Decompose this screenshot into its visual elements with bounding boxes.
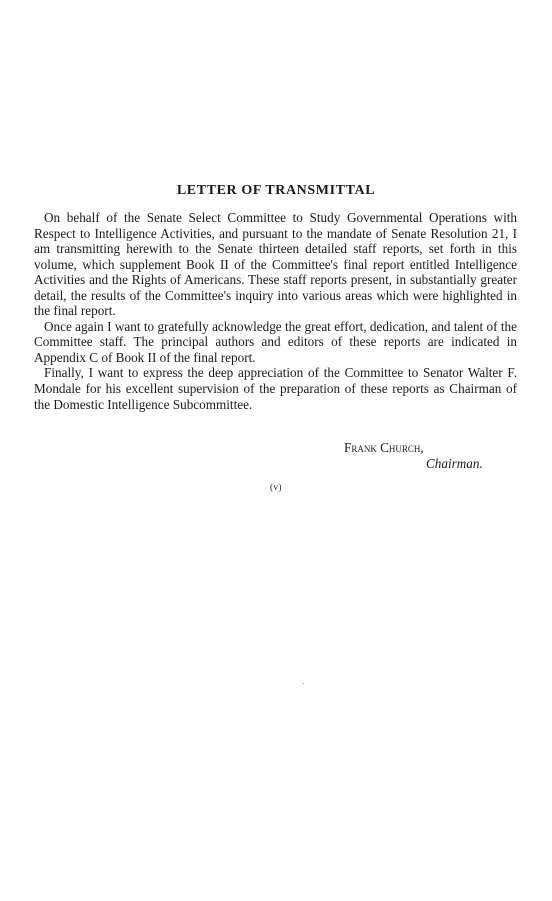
paragraph-3: Finally, I want to express the deep appreciation of the Committee to Senator Walter F. Mondale for his excellent supervision of the preparation of these reports as Chairman of the Domestic Intelligence Subcommittee. [34, 365, 517, 412]
scan-speck [303, 683, 304, 684]
signatory-name: Frank Church, [344, 440, 424, 455]
page-number: (v) [270, 482, 282, 492]
letter-title: LETTER OF TRANSMITTAL [176, 183, 376, 198]
signatory-title: Chairman. [426, 456, 483, 471]
letter-body [34, 210, 517, 412]
paragraph-2: Once again I want to gratefully acknowledge the great effort, dedication, and talent of the Committee staff. The principal authors and editors of these reports are indicated in Appendix C of Book II of the final report. [34, 318, 517, 365]
paragraph-1: On behalf of the Senate Select Committee to Study Governmental Operations with Respect to Intelligence Activities, and pursuant to the mandate of Senate Resolution 21, I am transmitting herewith to the Senate thirteen detailed staff reports, set forth in this volume, which supplement Book II of the Committee's final report entitled Intelligence Activities and the Rights of Americans. These staff reports present, in substantially greater detail, the results of the Committee's inquiry into various areas which were highlighted in the final report. [34, 210, 517, 319]
